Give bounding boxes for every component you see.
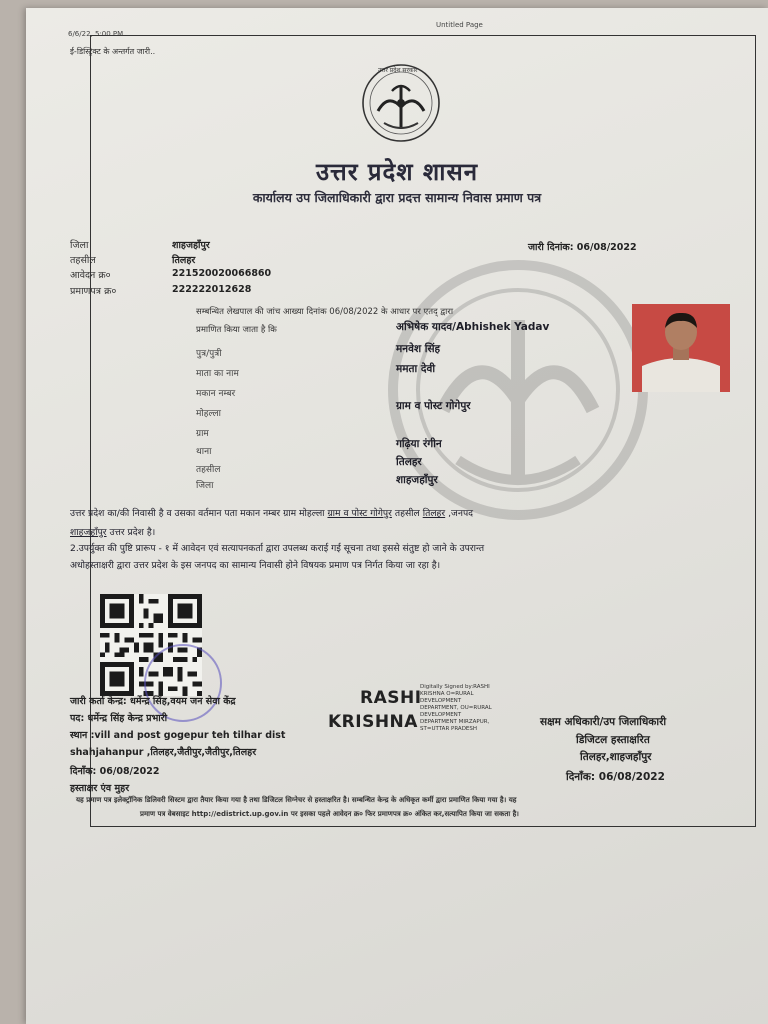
para1-text-c: ,जनपद [448,508,474,519]
field-value-district: शाहजहाँपुर [396,474,438,486]
intro-line-1: सम्बन्धित लेखपाल की जांच आख्या दिनांक 06/08/2022 के आधार पर एतद् द्वारा [196,307,454,317]
scanned-certificate-page [26,8,768,1024]
paragraph-2-line-2: अधोहस्ताक्षरी द्वारा उत्तर प्रदेश के इस जनपद का सामान्य निवासी होने विषयक प्रमाण पत्र निर्गत किया जा रहा है। [70,560,441,571]
sign-meta-line: ST=UTTAR PRADESH [420,726,478,732]
applicant-name: अभिषेक यादव/Abhishek Yadav [396,321,550,333]
issuer-date: दिनाँक: 06/08/2022 [70,766,160,777]
sign-meta-line: KRISHNA O=RURAL [420,691,474,697]
up-emblem-logo [358,63,444,143]
meta-label-application-no: आवेदन क्र० [70,270,111,281]
footer-note-line-2: प्रमाण पत्र वेबसाइट http://edistrict.up.gov.in पर इसका पहले आवेदन क्र० फिर प्रमाणपत्र क्र० अंकित कर,सत्यापित किया जा सकता है। [140,810,519,818]
field-label-mother: माता का नाम [196,369,239,379]
field-value-parent: मनवेश सिंह [396,343,441,355]
authority-digitally-signed: डिजिटल हस्ताक्षरित [576,734,650,746]
intro-line-2: प्रमाणित किया जाता है कि [196,325,277,335]
para1-district: शाहजहाँपुर [70,527,107,538]
field-value-tehsil: तिलहर [396,456,422,468]
emblem-caption: उत्तर प्रदेश सरकार [378,67,418,74]
field-label-locality: मोहल्ला [196,409,221,419]
sign-meta-line: Digitally Signed by:RASHI [420,684,490,690]
meta-value-certificate-no: 222222012628 [172,284,252,295]
para1-text-a: उत्तर प्रदेश का/की निवासी है व उसका वर्तमान पता मकान नम्बर ग्राम मोहल्ला [70,508,325,519]
para1-tehsil: तिलहर [422,508,446,519]
field-label-police-station: थाना [196,447,212,457]
certificate-subtitle: कार्यालय उप जिलाधिकारी द्वारा प्रदत्त सामान्य निवास प्रमाण पत्र [252,190,542,205]
applicant-photo [632,304,730,392]
authority-date: दिनाँक: 06/08/2022 [566,771,665,783]
digital-signature-details [420,684,492,733]
paragraph-1-line-1 [70,506,473,519]
issue-date: जारी दिनांक: 06/08/2022 [528,242,637,253]
meta-value-district: शाहजहाँपुर [172,240,210,251]
field-label-tehsil: तहसील [196,465,221,475]
meta-label-district: जिला [70,240,89,251]
sign-meta-line: DEVELOPMENT [420,712,462,718]
field-value-locality: ग्राम व पोस्ट गोगेपुर [396,400,471,412]
sign-meta-line: DEVELOPMENT [420,698,462,704]
sign-meta-line: DEPARTMENT MIRZAPUR, [420,719,490,725]
certificate-title: उत्तर प्रदेश शासन [315,158,479,186]
issued-under-note: ई-डिस्ट्रिक्ट के अन्तर्गत जारी.. [70,47,156,56]
issuer-center: जारी कर्ता केन्द्र: धर्मेन्द्र सिंह,वयम जन सेवा केंद्र [70,696,236,707]
para1-text-b: तहसील [394,508,420,519]
para1-text-d: उत्तर प्रदेश है। [109,527,156,538]
issuer-designation: पद: धर्मेन्द्र सिंह केन्द्र प्रभारी [70,713,168,724]
meta-label-certificate-no: प्रमाणपत्र क्र० [70,286,117,297]
authority-title: सक्षम अधिकारी/उप जिलाधिकारी [540,716,667,728]
issuer-place-2: shahjahanpur ,तिलहर,जैतीपुर,जैतीपुर,तिलहर [70,747,257,758]
sign-meta-line: DEPARTMENT, OU=RURAL [420,705,492,711]
footer-note-line-1: यह प्रमाण पत्र इलेक्ट्रॉनिक डिलिवरी सिस्टम द्वारा तैयार किया गया है तथा डिजिटल सिग्नेचर से हस्ताक्षरित है। सम्बन्धित केन्द्र के अधिकृत कर्मी द्वारा प्रमाणित किया गया है। यह [76,796,517,804]
field-label-parent: पुत्र/पुत्री [196,349,222,359]
authority-place: तिलहर,शाहजहाँपुर [580,751,652,763]
digital-signer-name-2: KRISHNA [328,712,418,732]
digital-signer-name-1: RASHI [360,688,422,708]
field-label-house-no: मकान नम्बर [196,389,236,399]
print-page-title: Untitled Page [436,21,483,29]
print-datetime: 6/6/22, 5:00 PM [68,30,124,38]
field-label-district: जिला [196,481,214,491]
paragraph-1-line-2 [70,525,155,538]
issuer-sign-seal: हस्ताक्षर एंव मुहर [70,783,130,794]
paragraph-2-line-1: 2.उपर्युक्त की पुष्टि प्रारूप - १ में आवेदन एवं सत्यापनकर्ता द्वारा उपलब्ध कराई गई सूचना तथा इससे संतुष्ट हो जाने के उपरान्त [70,543,485,554]
meta-label-tehsil: तहसील [70,255,96,266]
issuer-place: स्थान :vill and post gogepur teh tilhar dist [70,730,286,741]
para1-locality: ग्राम व पोस्ट गोगेपुर [327,508,392,519]
field-label-village: ग्राम [196,429,209,439]
field-value-mother: ममता देवी [396,363,436,375]
field-value-police-station: गढ़िया रंगीन [396,438,442,450]
meta-value-application-no: 221520020066860 [172,268,272,279]
meta-value-tehsil: तिलहर [172,255,196,266]
